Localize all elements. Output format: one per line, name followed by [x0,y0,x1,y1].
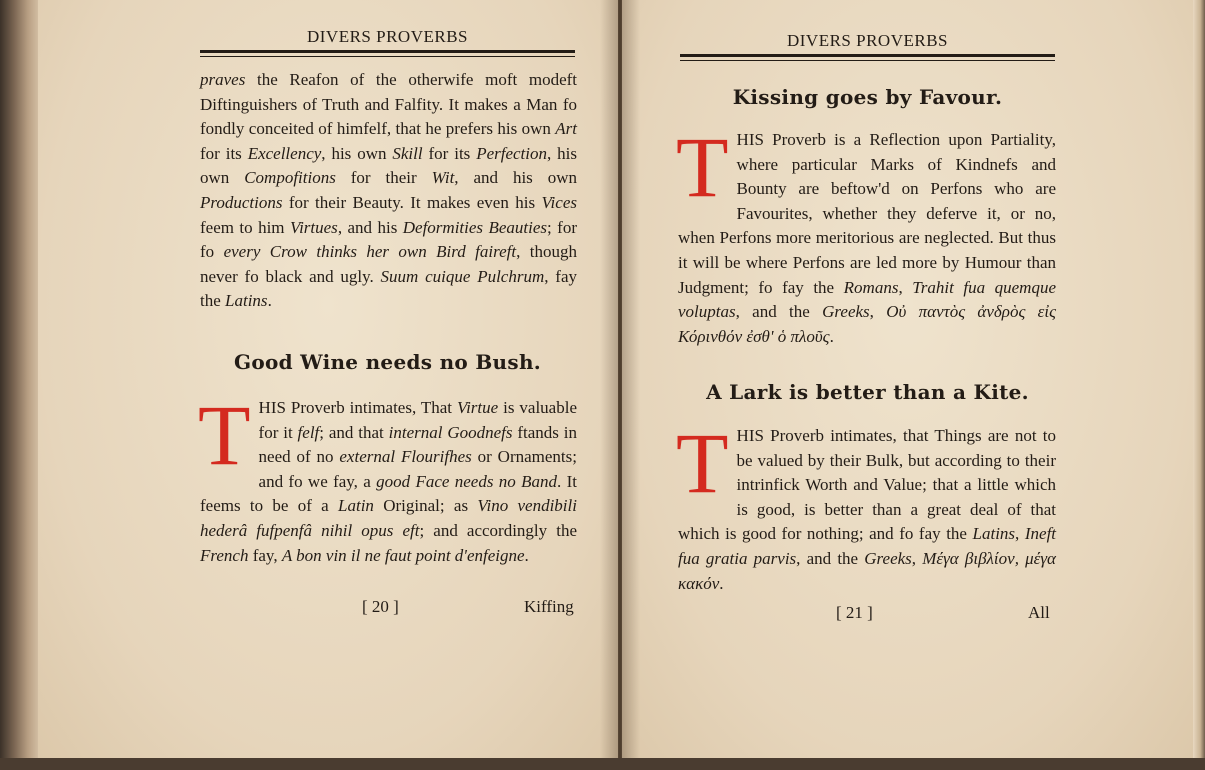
left-page-number: [ 20 ] [362,597,399,616]
italic-run: French [200,545,249,565]
text-run: ; and that [319,422,389,442]
italic-run: Greeks [864,548,912,568]
drop-cap: T [676,415,729,511]
book-cover-edge-right [1193,0,1205,770]
text-run: HIS Proverb intimates, that Things are not to be valued by their Bulk, but according to their intrinfick Worth and Value; that a little which is good, is better than a great deal of that which is good for nothing; and fo fay the [678,426,1056,544]
italic-run: external Flourifhes [339,447,472,467]
text-run: or Ornaments; and fo we fay, a [258,447,577,491]
text-run: , [1015,524,1025,544]
italic-run: Latins [972,524,1016,544]
text-run: , his own [321,143,393,163]
drop-cap: T [676,119,729,215]
italic-run: Vices [541,192,577,212]
text-run: , and his own [454,168,578,188]
left-catchword: Kiffing [524,597,574,616]
text-run: HIS Proverb intimates, That [258,398,457,417]
italic-run: Art [555,119,577,139]
italic-run: Vino vendibili hederâ fufpenfâ nihil opus eft [200,496,577,540]
right-section-heading-2: A Lark is better than a Kite. [706,380,1029,404]
right-section-paragraph-2 [676,415,1057,596]
italic-run: Perfection [476,143,547,163]
text-run: , his own [200,143,577,188]
drop-cap: T [198,387,251,483]
text-run: Original; as [373,496,478,516]
text-run: ; and accordingly the [419,520,578,540]
text-run: , and the [796,548,865,568]
italic-run: Virtue [456,398,499,417]
italic-run: Productions [200,192,283,212]
italic-run: Excellency [247,143,322,163]
text-run: , [898,277,913,297]
italic-run: Latins [225,291,268,311]
text-run: , though never fo black and ugly. [200,242,577,286]
text-run: for their Beauty. It makes even his [282,192,542,212]
text-run: is valuable for it [258,398,577,442]
page-bottom-edge [0,758,1205,770]
right-running-head: DIVERS PROVERBS [786,31,948,50]
text-run: ; for fo [200,217,577,262]
right-head-rule-thin [680,60,1055,61]
italic-run: Wit [431,168,455,188]
left-head-rule-thin [200,56,575,57]
right-section-heading-1: Kissing goes by Favour. [732,85,1003,109]
text-run: , [869,302,887,322]
left-section-paragraph [198,387,578,568]
italic-run: Compofitions [244,168,336,188]
right-section-paragraph-1 [676,119,1056,349]
italic-run: internal Goodnefs [388,422,513,442]
italic-run: Greeks [822,302,870,322]
book-gutter [600,0,640,762]
text-run: , and the [735,302,823,322]
paragraph-text [676,415,1057,596]
text-run: . [524,545,529,565]
text-run: HIS Proverb is a Reflection upon Partiality, where particular Marks of Kindnefs and Bounty are beftow'd on Perfons who are Favourites, whether they deferve it, or no, when Perfons more meritorious are neglected. But thus it will be where Perfons are led more by Humour than Judgment; fo fay the [678,130,1056,297]
book-cover-edge-left [0,0,40,770]
italic-run: Virtues [289,217,338,237]
text-run: for their [335,168,432,188]
italic-run: Skill [392,143,423,163]
text-run: , [911,548,923,568]
left-running-head: DIVERS PROVERBS [306,27,468,46]
right-page-number: [ 21 ] [836,603,873,622]
italic-run: felf [297,422,320,442]
text-run: . It feems to be of a [200,471,577,516]
text-run: , and his [337,217,403,237]
right-catchword: All [1028,603,1050,622]
text-run: . [829,326,834,346]
text-run: for its [422,143,477,163]
paragraph-text [676,119,1056,349]
paragraph-text [200,68,577,314]
italic-run: Ineft fua gratia parvis [678,524,1057,568]
italic-run: Trahit fua quemque voluptas [678,277,1056,322]
left-section-heading: Good Wine needs no Bush. [233,350,542,374]
text-run: the Reafon of the otherwife moft modeft Diftinguishers of Truth and Falfity. It makes a Man fo fondly conceited of himfelf, that he prefers his own [200,70,577,139]
text-run: ftands in need of no [258,422,577,467]
text-run: . [719,573,724,593]
italic-run: Οὐ παντὸς ἀνδρὸς εἰς Κόρινθόν ἐσθ' ὁ πλοῦς [678,302,1056,346]
text-run: feem to him [200,217,290,237]
text-run: for its [200,143,248,163]
paragraph-text [198,387,578,568]
italic-run: Latin [338,496,374,516]
italic-run: Suum cuique Pulchrum [380,266,545,286]
left-continued-paragraph [200,68,577,314]
italic-run: good Face needs no Band [376,471,558,491]
text-run: , fay the [200,266,577,311]
italic-run: A bon vin il ne faut point d'enfeigne [281,545,525,565]
text-run: . [267,291,272,311]
text-run: fay, [248,545,282,565]
italic-run: Μέγα βιβλίον, μέγα κακόν [678,548,1056,593]
italic-run: praves [200,70,246,89]
italic-run: Romans [843,277,899,297]
italic-run: Deformities Beauties [402,217,548,237]
italic-run: every Crow thinks her own Bird faireft [223,242,517,262]
